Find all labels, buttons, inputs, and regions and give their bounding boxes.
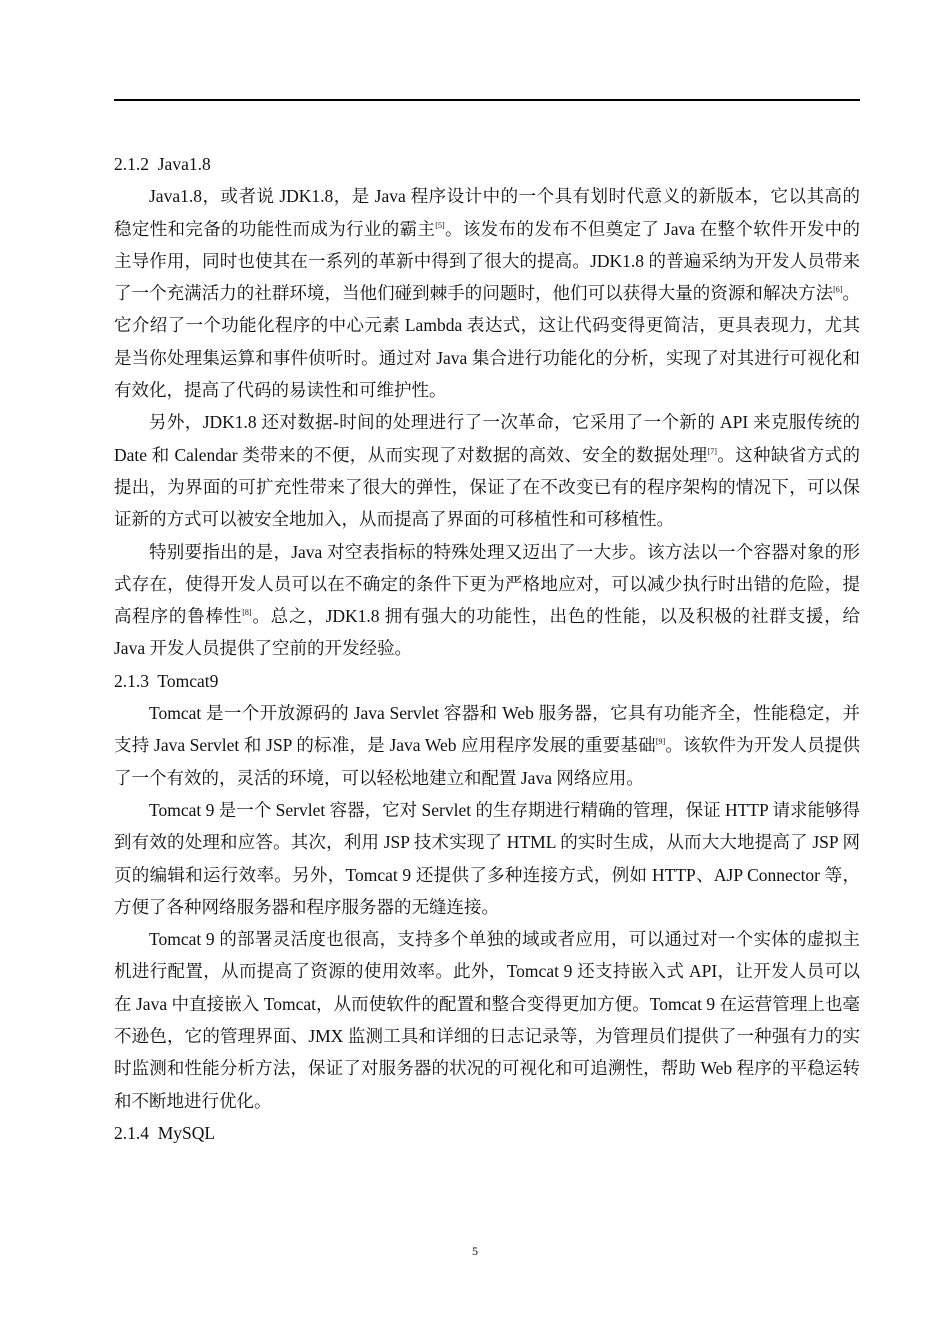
header-rule: [114, 99, 860, 101]
body-paragraph: [114, 536, 860, 665]
text-run: 另外，JDK1.8 还对数据-时间的处理进行了一次革命，它采用了一个新的 API 来克服传统的 Date 和 Calendar 类带来的不便，从而实现了对数据的高效、安全的数据处理: [114, 412, 860, 465]
text-run: 。总之，JDK1.8 拥有强大的功能性，出色的性能，以及积极的社群支援，给 Java 开发人员提供了空前的开发经验。: [114, 606, 860, 659]
body-paragraph: [114, 794, 860, 923]
text-run: 特别要指出的是，Java 对空表指标的特殊处理又迈出了一大步。该方法以一个容器对象的形式存在，使得开发人员可以在不确定的条件下更为严格地应对，可以减少执行时出错的危险，提高程序的鲁棒性: [114, 541, 860, 627]
page-number: 5: [472, 1244, 478, 1258]
citation-ref: [6]: [833, 285, 843, 295]
text-run: Tomcat 9 是一个 Servlet 容器，它对 Servlet 的生存期进行精确的管理，保证 HTTP 请求能够得到有效的处理和应答。其次，利用 JSP 技术实现了 HTML 的实时生成，从而大大地提高了 JSP 网页的编辑和运行效率。另外，Tomcat 9 还提供了多种连接方式，例如 HTTP、AJP Connector 等，方便了各种网络服务器和程序服务器的无缝连接。: [114, 799, 860, 917]
body-paragraph: [114, 180, 860, 406]
section-heading: 2.1.4 MySQL: [114, 1122, 216, 1143]
text-run: 。该发布的发布不但奠定了 Java 在整个软件开发中的主导作用，同时也使其在一系列的革新中得到了很大的提高。JDK1.8 的普遍采纳为开发人员带来了一个充满活力的社群环境，当他们碰到棘手的问题时，他们可以获得大量的资源和解决方法: [114, 218, 861, 304]
section-heading: 2.1.3 Tomcat9: [114, 670, 219, 691]
body-paragraph: [114, 406, 860, 535]
citation-ref: [9]: [655, 737, 666, 747]
text-run: 。它介绍了一个功能化程序的中心元素 Lambda 表达式，这让代码变得更简洁，更具表现力，尤其是当你处理集运算和事件侦听时。通过对 Java 集合进行功能化的分析，实现了对其进行可视化和有效化，提高了代码的易读性和可维护性。: [114, 283, 861, 401]
citation-ref: [5]: [435, 220, 445, 230]
document-body: [114, 148, 860, 1149]
citation-ref: [8]: [242, 608, 252, 618]
text-run: Tomcat 是一个开放源码的 Java Servlet 容器和 Web 服务器，它具有功能齐全，性能稳定，并支持 Java Servlet 和 JSP 的标准，是 Java Web 应用程序发展的重要基础: [114, 703, 860, 756]
text-run: 。这种缺省方式的提出，为界面的可扩充性带来了很大的弹性，保证了在不改变已有的程序架构的情况下，可以保证新的方式可以被安全地加入，从而提高了界面的可移植性和可移植性。: [114, 444, 860, 530]
body-paragraph: [114, 697, 860, 794]
section-heading: 2.1.2 Java1.8: [114, 154, 211, 174]
citation-ref: [7]: [707, 446, 717, 456]
body-paragraph: [114, 923, 860, 1117]
text-run: Java1.8，或者说 JDK1.8，是 Java 程序设计中的一个具有划时代意义的新版本，它以其高的稳定性和完备的功能性而成为行业的霸主: [114, 186, 860, 239]
text-run: Tomcat 9 的部署灵活度也很高，支持多个单独的域或者应用，可以通过对一个实体的虚拟主机进行配置，从而提高了资源的使用效率。此外，Tomcat 9 还支持嵌入式 API，让开发人员可以在 Java 中直接嵌入 Tomcat，从而使软件的配置和整合变得更加方便。Tomcat 9 在运营管理上也毫不逊色，它的管理界面、JMX 监测工具和详细的日志记录等，为管理员们提供了一种强有力的实时监测和性能分析方法，保证了对服务器的状况的可视化和可追溯性，帮助 Web 程序的平稳运转和不断地进行优化。: [114, 929, 860, 1111]
text-run: 。该软件为开发人员提供了一个有效的，灵活的环境，可以轻松地建立和配置 Java 网络应用。: [114, 735, 861, 788]
